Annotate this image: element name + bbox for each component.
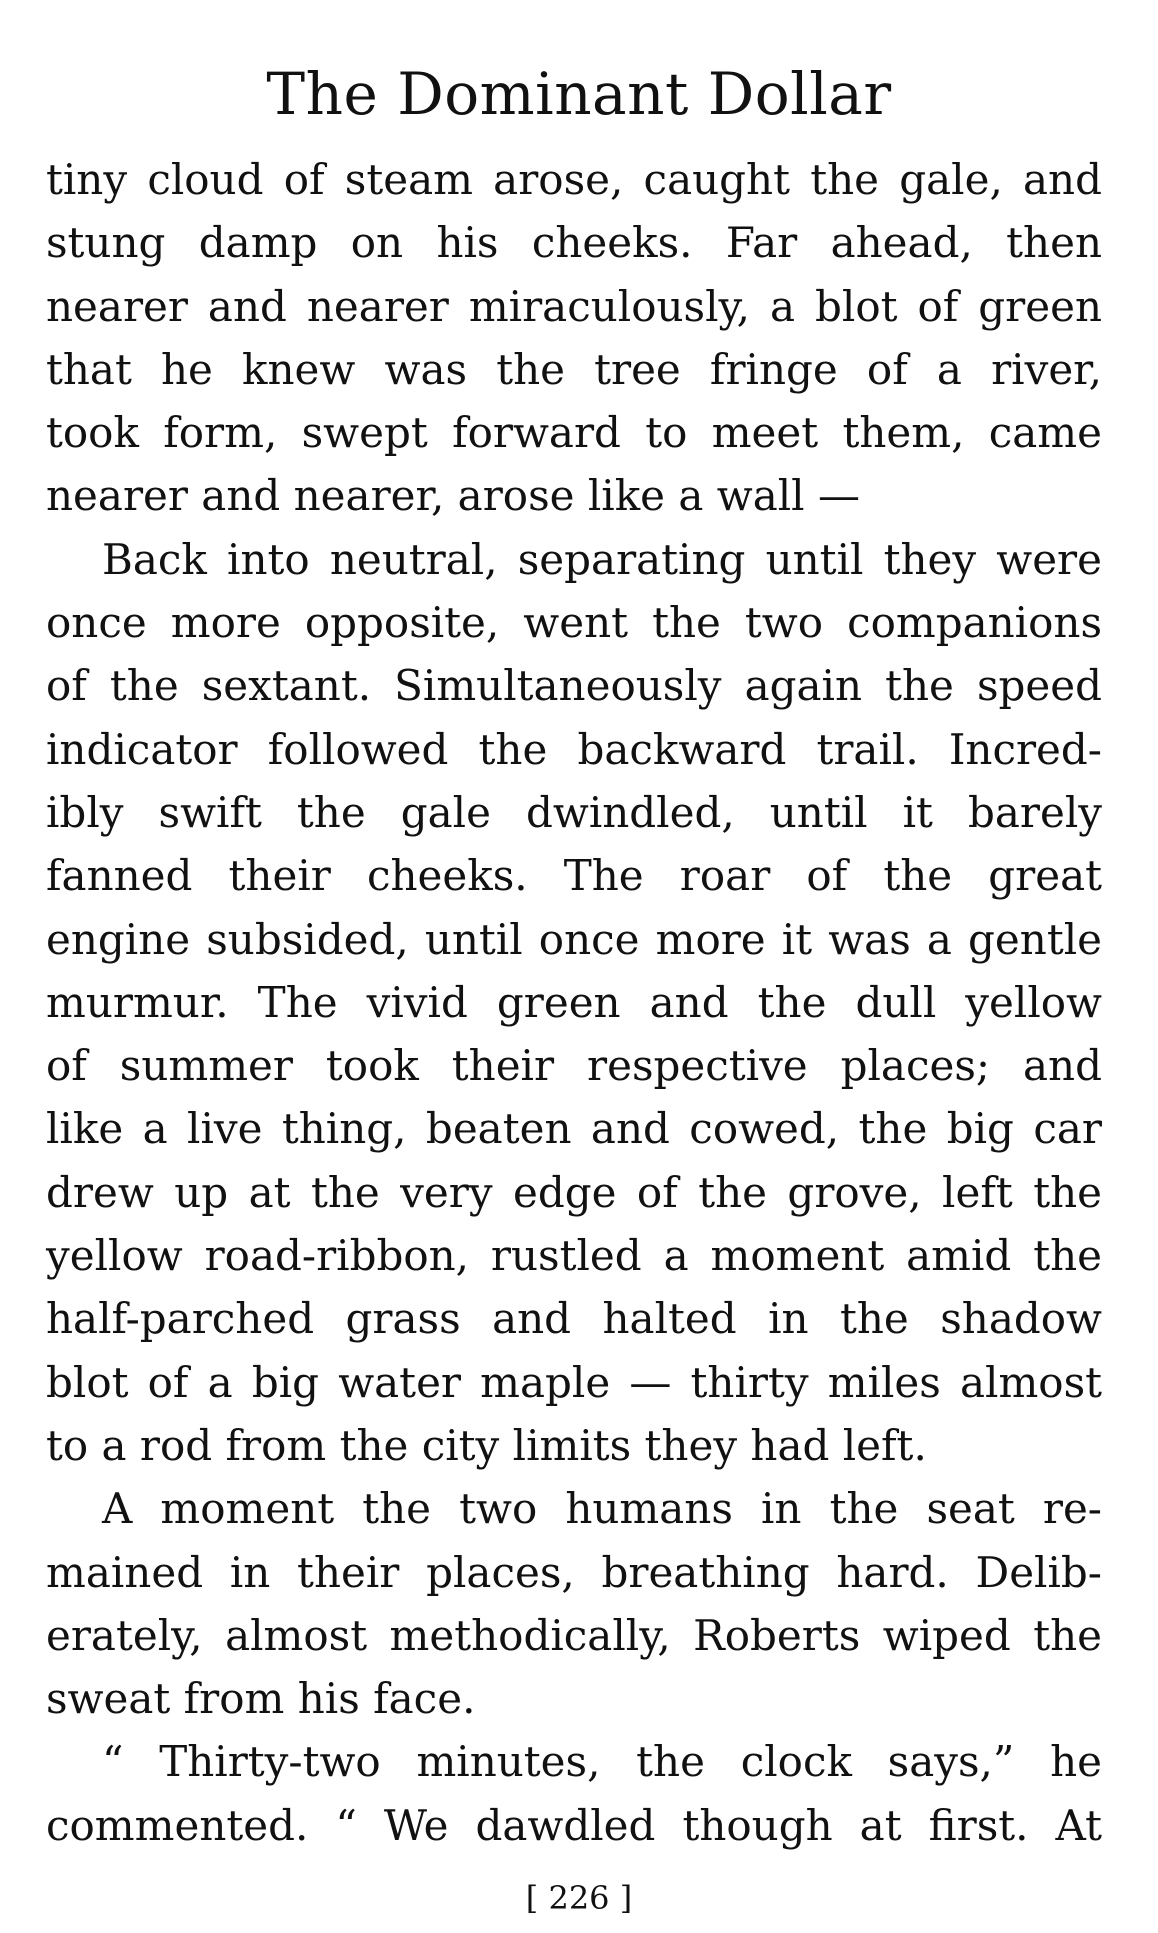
text-line: that he knew was the tree fringe of a river, xyxy=(46,344,1102,394)
text-line: indicator followed the backward trail. Incred- xyxy=(46,724,1102,774)
text-line: of summer took their respective places; and xyxy=(46,1041,1102,1091)
text-line: of the sextant. Simultaneously again the speed xyxy=(46,661,1102,711)
text-line: commented. “ We dawdled though at first. At xyxy=(46,1800,1102,1850)
text-line: once more opposite, went the two companions xyxy=(46,598,1102,648)
text-line: blot of a big water maple — thirty miles almost xyxy=(46,1357,1102,1407)
text-line: ibly swift the gale dwindled, until it barely xyxy=(46,787,1102,837)
text-line: Back into neutral, separating until they were xyxy=(102,534,1102,584)
text-line: like a live thing, beaten and cowed, the big car xyxy=(46,1104,1102,1154)
body-text xyxy=(46,148,1102,1857)
page-number: [ 226 ] xyxy=(525,1879,633,1917)
text-line: engine subsided, until once more it was a gentle xyxy=(46,914,1102,964)
text-line: erately, almost methodically, Roberts wiped the xyxy=(46,1610,1102,1660)
text-line: drew up at the very edge of the grove, left the xyxy=(46,1167,1102,1217)
text-line: stung damp on his cheeks. Far ahead, then xyxy=(46,218,1102,268)
text-line: sweat from his face. xyxy=(46,1674,476,1724)
text-line: fanned their cheeks. The roar of the great xyxy=(46,851,1102,901)
text-line: tiny cloud of steam arose, caught the gale, and xyxy=(46,155,1102,204)
running-head: The Dominant Dollar xyxy=(266,60,892,128)
text-line: took form, swept forward to meet them, came xyxy=(46,408,1102,458)
text-line: murmur. The vivid green and the dull yellow xyxy=(46,977,1102,1027)
text-line: to a rod from the city limits they had left. xyxy=(46,1420,927,1470)
text-line: “ Thirty-two minutes, the clock says,” he xyxy=(102,1737,1102,1787)
text-line: nearer and nearer miraculously, a blot of green xyxy=(46,281,1102,331)
text-line: yellow road-ribbon, rustled a moment amid the xyxy=(46,1231,1102,1281)
text-line: mained in their places, breathing hard. Delib- xyxy=(46,1547,1102,1597)
text-line: A moment the two humans in the seat re- xyxy=(102,1484,1102,1534)
text-line: nearer and nearer, arose like a wall — xyxy=(46,471,860,521)
text-line: half-parched grass and halted in the shadow xyxy=(46,1294,1102,1344)
